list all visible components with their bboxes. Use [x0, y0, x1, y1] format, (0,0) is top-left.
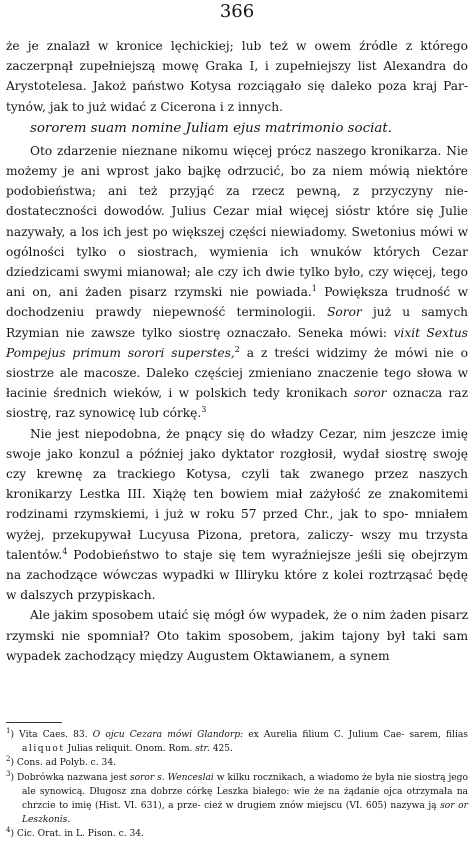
paragraph: Nie jest niepodobna, że pnący się do władzy Cezar, nim jeszcze imię swoje jako konzul a później jako dyktator rozgłosił, wydał siostrę swoję czy krewnę za trackiego Kotysa, czyli tak zwanego przez naszych kronikarzy Lestka III. Xiążę ten bowiem miał zażyłość ze znakomitemi rodzinami rzymskiemi, i już w roku 57 przed Chr., jak to spo- mniałem wyżej, przekupywał Lucyusa Pizona, pretora, zaliczy- wszy mu trzysta talentów.$^4$ Podobieństwo to staje się tem wyraźniejsze jeśli się obejrzym na zachodzące wówczas wypadki w Illiryku które z kolei roztrząsać będę w dalszych przypiskach.	[6, 426, 469, 603]
footnote-divider	[6, 722, 62, 723]
footnote-ref: 3	[201, 405, 207, 415]
paragraph: Ale jakim sposobem utaić się mógł ów wypadek, że o nim żaden pisarz rzymski nie spomniał? Oto takim sposobem, jakim tajony był taki sam wypadek zachodzący między Augustem Oktawianem, a synem	[6, 608, 469, 663]
footnote: $^4$) Cic. Orat. in L. Pison. c. 34.	[6, 826, 144, 840]
footnote-ref: 4	[62, 546, 68, 556]
paragraph: Oto zdarzenie nieznane nikomu więcej prócz naszego kronikarza. Nie możemy je ani wprost jako bajkę odrzucić, bo za niem mówią niektóre podobieństwa; ani też przyjąć za rzecz pewną, z przyczyny nie- dostateczności dowodów. Julius Cezar miał więcej sióstr które się Julie nazywały, a los ich jest po większej części niewiadomy. Swetonius mówi w ogólności tylko o siostrach, wymienia ich wnuków których Cezar dziedzicami swymi mianował; ale czy ich dwie tylko było, czy więcej, tego ani on, ani żaden pisarz rzymski nie powiada.$^1$ Powiększa trudność w dochodzeniu prawdy niepewność terminologii. Soror już u samych Rzymian nie zawsze tylko siostrę oznaczało. Seneka mówi: vixit Sextus Pompejus primum sorori superstes,$^2$ a z treści widzimy że mówi nie o siostrze ale macosze. Daleko częściej zmieniano znaczenie tego słowa w łacinie średnich wieków, i w polskich tedy kronikach soror oznacza raz siostrę, raz synowicę lub córkę.$^3$	[6, 143, 469, 421]
footnote: $^2$) Cons. ad Polyb. c. 34.	[6, 755, 117, 769]
main-text	[6, 36, 468, 666]
footnote-ref: 2	[234, 344, 240, 354]
footnote: $^3$) Dobrówka nazwana jest soror s. Wenceslai w kilku rocznikach, a wiadomo że była nie siostrą jego ale synowicą. Długosz zna dobrze córkę Leszka białego: wie że na żądanie ojca otrzymała na chrzcie to imię (Hist. VI. 631), a prze- cież w drugiem znów miejscu (VI. 605) nazywa ją sor or Leszkonis.	[6, 769, 468, 826]
paragraph: że je znalazł w kronice lęchickiej; lub też w owem źródle z którego zaczerpnął zupełniejszą mowę Graka I, i zupełniejszy list Alexandra do Arystotelesa. Jakoż państwo Kotysa rozciągało się daleko poza kraj Par- tynów, jak to już widać z Cicerona i z innych.	[6, 39, 468, 114]
footnote: $^1$) Vita Caes. 83. O ojcu Cezara mówi Glandorp: ex Aurelia filium C. Julium Cae- sarem, filias aliquot Julias reliquit. Onom. Rom. str. 425.	[6, 726, 468, 755]
footnote-ref: 1	[311, 284, 317, 294]
footnotes	[6, 728, 468, 842]
page-number: 366	[219, 1, 255, 22]
quoted-latin-heading: sororem suam nomine Juliam ejus matrimonio sociat.	[30, 120, 392, 136]
